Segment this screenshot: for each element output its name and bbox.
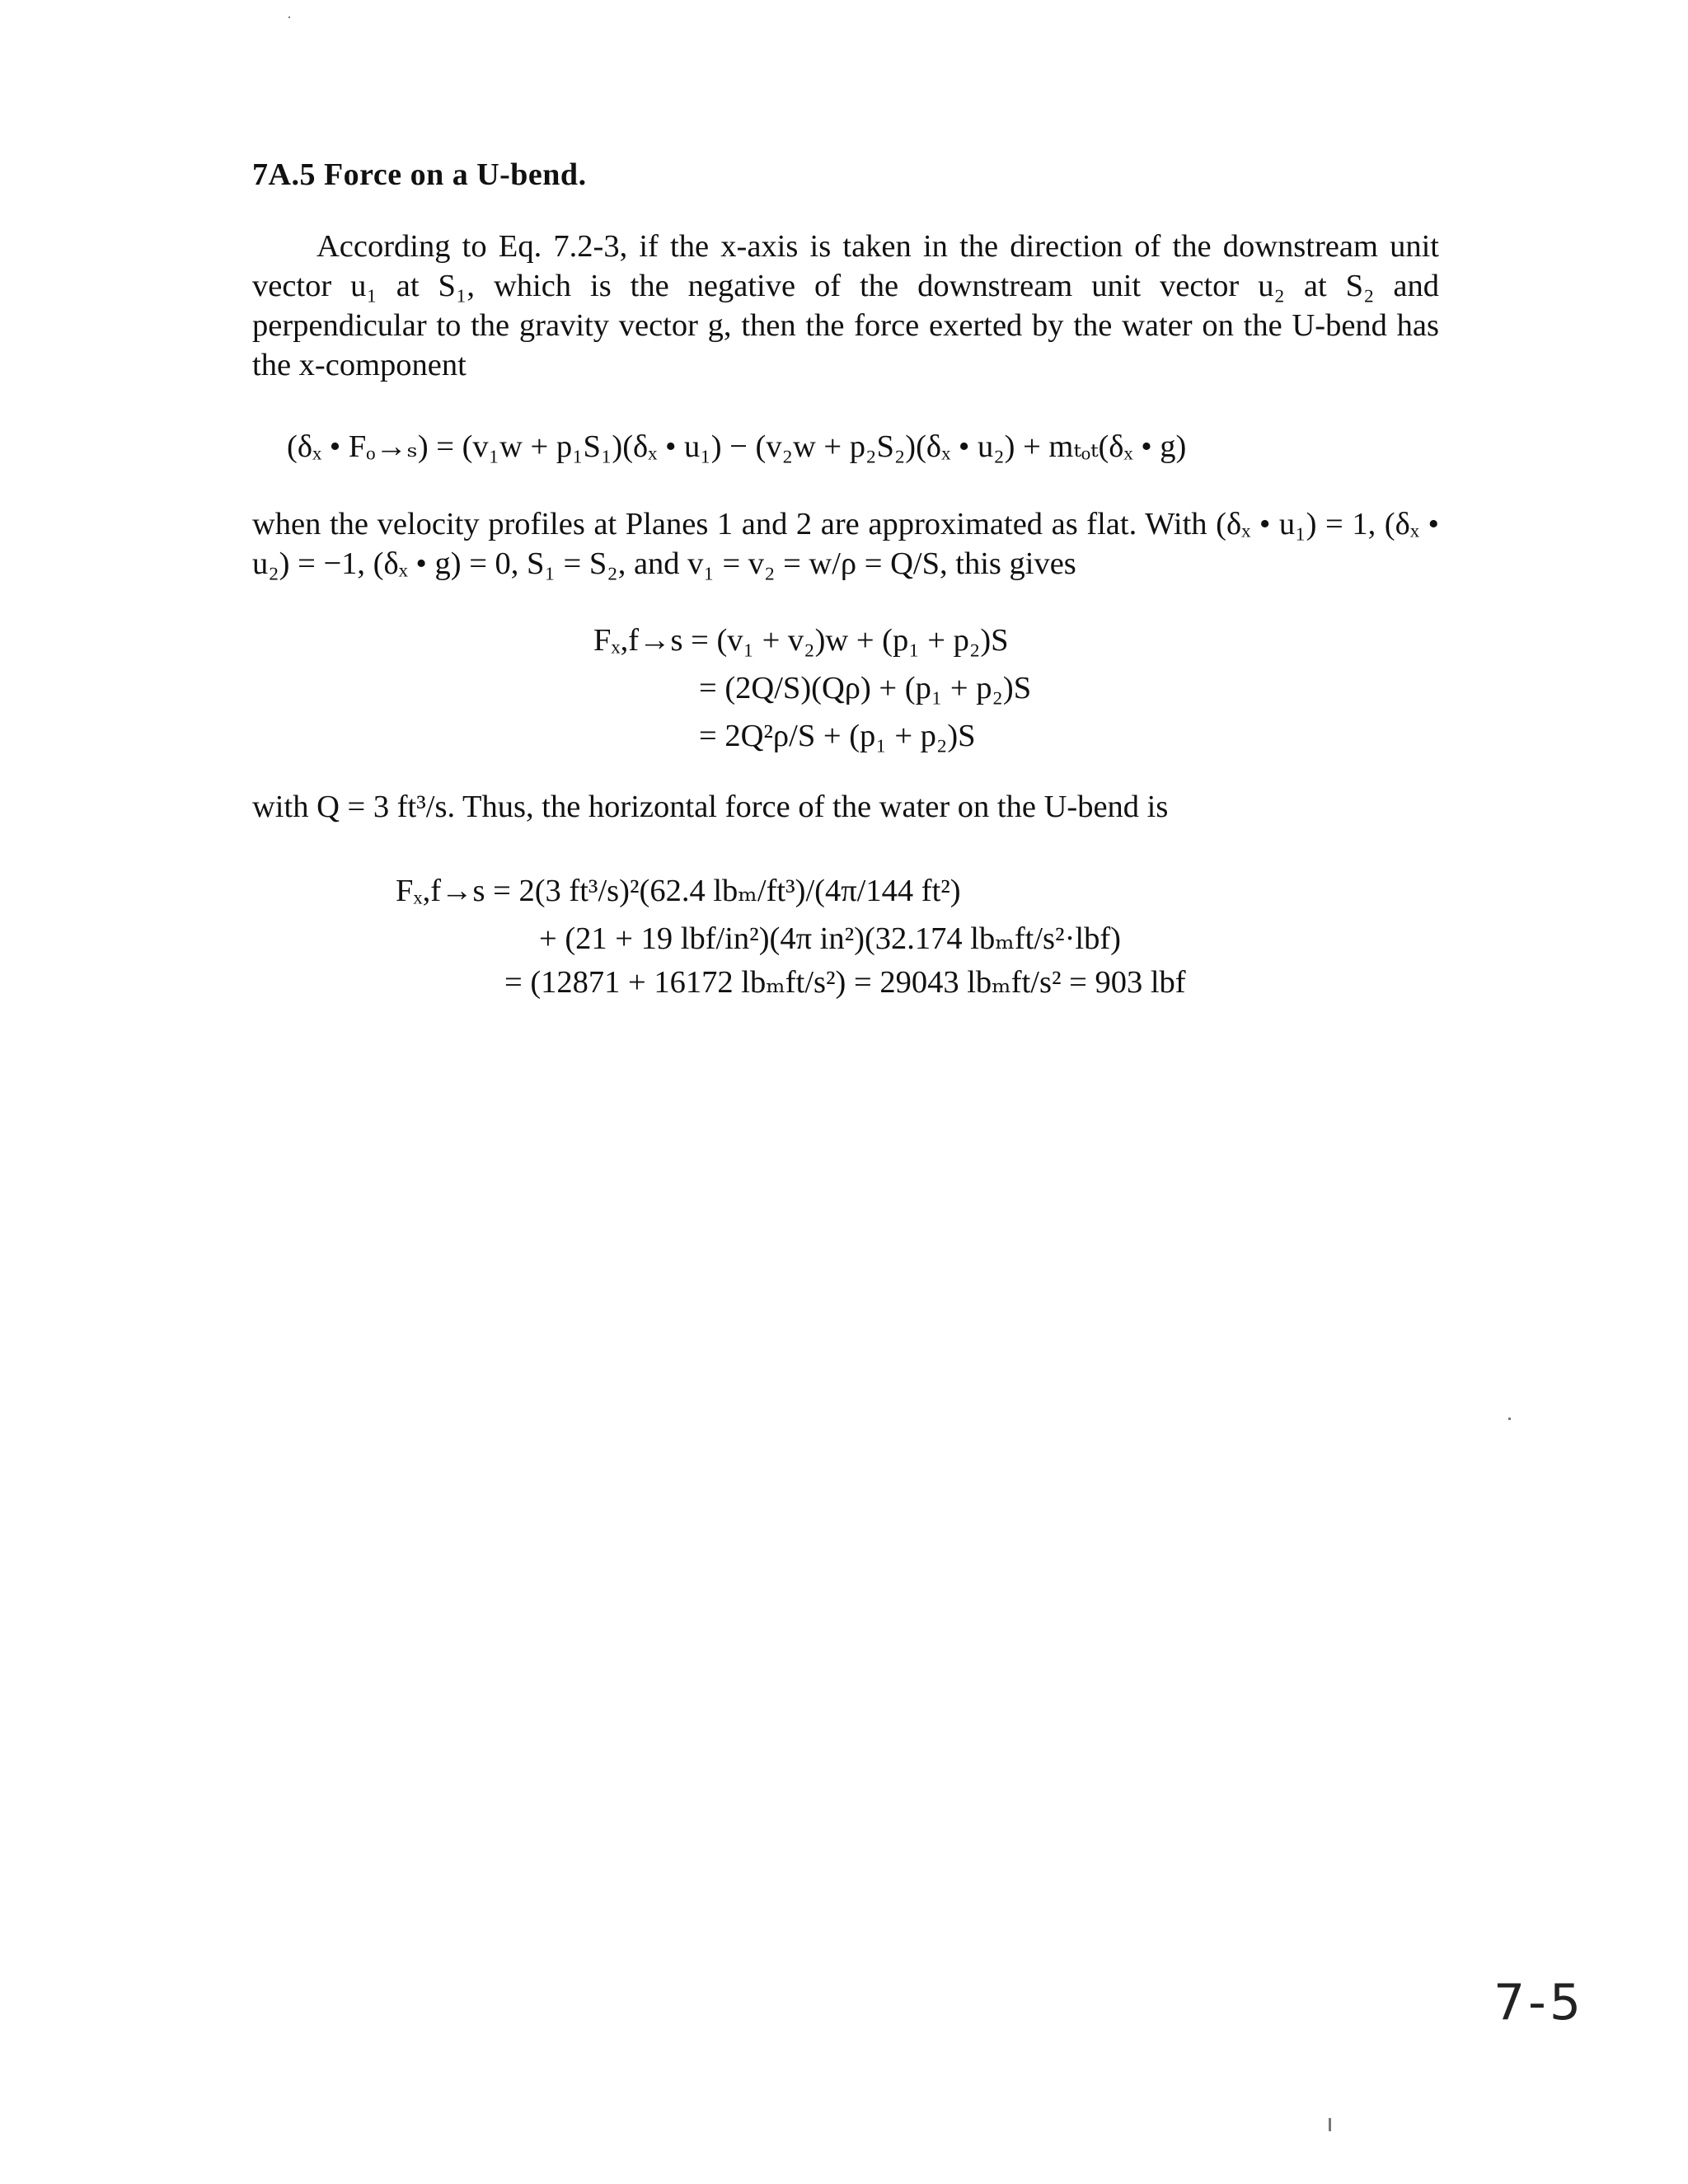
paragraph-flow-rate-text: with Q = 3 ft³/s. Thus, the horizontal force of the water on the U-bend is — [252, 790, 1169, 824]
equation-numeric-line-1: Fₓ,f→s = 2(3 ft³/s)²(62.4 lbₘ/ft³)/(4π/144 ft²) — [396, 874, 961, 908]
paragraph-intro — [252, 227, 1439, 385]
paragraph-flow-rate — [252, 787, 1439, 827]
equation-x-component-text: (δₓ • Fₒ→ₛ) = (v₁w + p₁S₁)(δₓ • u₁) − (v₂w + p₂S₂)(δₓ • u₂) + mₜₒₜ(δₓ • g) — [287, 429, 1187, 464]
paragraph-conditions — [252, 504, 1439, 583]
section-heading: 7A.5 Force on a U-bend. — [252, 157, 587, 192]
paragraph-conditions-text: when the velocity profiles at Planes 1 and 2 are approximated as flat. With (δₓ • u₁) = 1, (δₓ • u₂) = −1, (δₓ • g) = 0, S₁ = S₂, and v₁ = v₂ = w/ρ = Q/S, this gives — [252, 507, 1439, 581]
scan-speck — [288, 16, 290, 18]
equation-x-component — [287, 427, 1186, 466]
equation-numeric-line-2: + (21 + 19 lbf/in²)(4π in²)(32.174 lbₘft/s²·lbf) — [539, 921, 1121, 956]
equation-force-line-3: = 2Q²ρ/S + (p₁ + p₂)S — [699, 719, 976, 753]
handwritten-page-number: 7-5 — [1493, 1974, 1584, 2032]
equation-numeric-line-3: = (12871 + 16172 lbₘft/s²) = 29043 lbₘft/s² = 903 lbf — [504, 965, 1186, 1000]
scan-speck — [1329, 2118, 1331, 2131]
paragraph-intro-text: According to Eq. 7.2-3, if the x-axis is taken in the direction of the downstream unit vector u₁ at S₁, which is the negative of the downstream unit vector u₂ at S₂ and perpendicular to the gravity vector g, then the force exerted by the water on the U-bend has the x-component — [252, 229, 1439, 382]
equation-force-line-1: Fₓ,f→s = (v₁ + v₂)w + (p₁ + p₂)S — [593, 623, 1009, 658]
equation-force-line-2: = (2Q/S)(Qρ) + (p₁ + p₂)S — [699, 671, 1032, 705]
scan-speck — [1508, 1418, 1511, 1420]
